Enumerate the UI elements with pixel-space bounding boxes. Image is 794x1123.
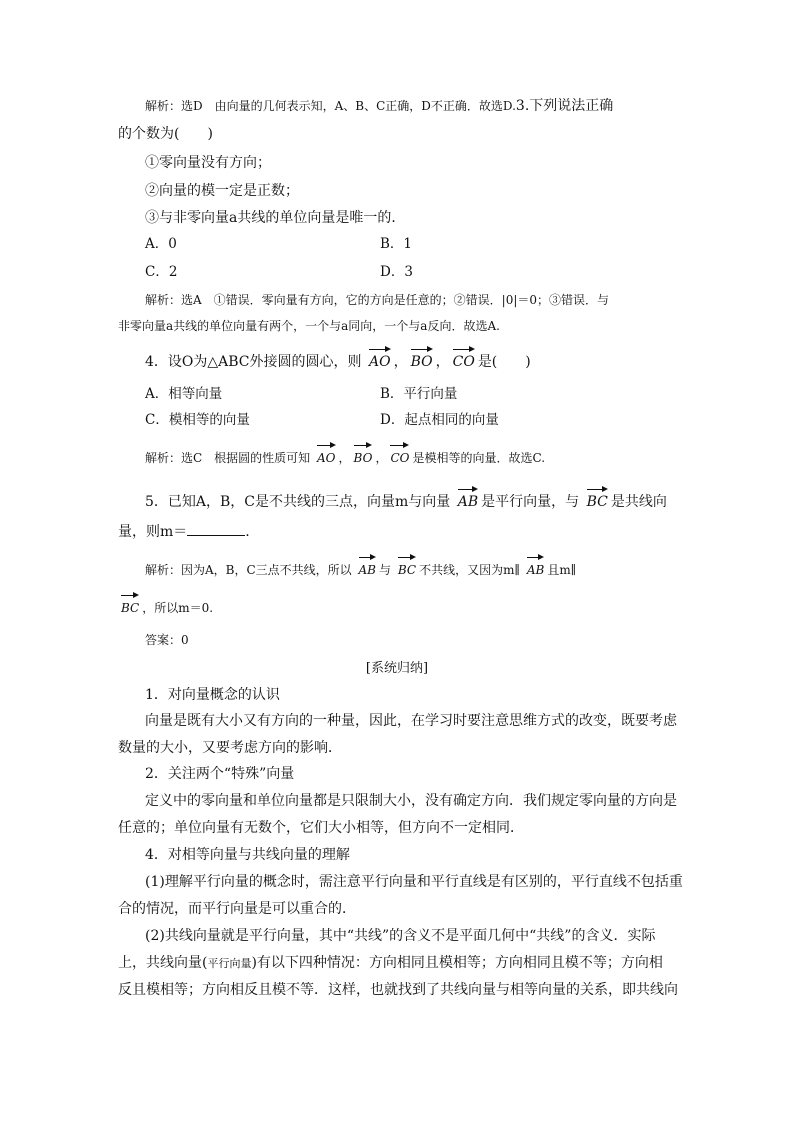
- q5-stem-pre: 5．已知A，B，C是不共线的三点，向量m与向量: [145, 494, 451, 510]
- summary-p4-1-line1: (1)理解平行向量的概念时，需注意平行向量和平行直线是有区别的，平行直线不包括重: [145, 874, 683, 890]
- vector-co-sol: CO: [390, 442, 409, 468]
- q4-stem: 4．设O为△ABC外接圆的圆心，则 AO ， BO ， CO 是( ): [145, 346, 531, 372]
- vector-bo-sol: BO: [354, 442, 373, 468]
- q4-stem-pre: 4．设O为△ABC外接圆的圆心，则: [145, 354, 362, 370]
- q5-stem-post: 是共线向: [610, 494, 667, 510]
- vector-ao: AO: [369, 346, 391, 372]
- q4-solution-pre: 解析：选C 根据圆的性质可知: [145, 451, 311, 465]
- q3-option-a: A．0: [145, 236, 177, 252]
- q2-solution-tail: [145, 96, 613, 116]
- q4-option-d: D．起点相同的向量: [380, 412, 499, 428]
- q2-solution-text: 解析：选D 由向量的几何表示知，A、B、C正确，D不正确．故选D.: [145, 99, 516, 113]
- q3-option-d: D．3: [380, 264, 413, 280]
- q5-solution-line2: BC ，所以m＝0.: [118, 592, 213, 618]
- q3-solution-line2: 非零向量a共线的单位向量有两个，一个与a同向，一个与a反向．故选A.: [118, 319, 500, 333]
- summary-p1-line1: 向量是既有大小又有方向的一种量，因此，在学习时要注意思维方式的改变，既要考虑: [145, 713, 677, 729]
- vector-bc-sol: BC: [398, 554, 416, 580]
- q3-item-1: ①零向量没有方向；: [145, 155, 271, 171]
- vector-bo: BO: [411, 346, 433, 372]
- q4-solution: 解析：选C 根据圆的性质可知 AO ， BO ， CO 是模相等的向量．故选C.: [145, 442, 545, 468]
- summary-p1-title: 1．对向量概念的认识: [145, 687, 280, 703]
- vector-ab-sol: AB: [359, 554, 376, 580]
- vector-co: CO: [453, 346, 475, 372]
- q4-stem-post: 是( ): [477, 354, 531, 370]
- q3-item-3: ③与非零向量a共线的单位向量是唯一的．: [145, 210, 406, 226]
- q3-option-b: B．1: [380, 236, 413, 252]
- q3-item-2: ②向量的模一定是正数；: [145, 183, 299, 199]
- q3-stem-cont: 的个数为( ): [118, 126, 213, 142]
- q4-option-a: A．相等向量: [145, 386, 223, 402]
- q5-solution-line1: 解析：因为A，B，C三点不共线，所以 AB 与 BC 不共线，又因为m∥ AB 且m∥: [145, 554, 576, 580]
- vector-bc-sol-2: BC: [121, 592, 139, 618]
- q4-solution-post: 是模相等的向量．故选C.: [412, 451, 546, 465]
- answer-blank: [187, 521, 245, 536]
- summary-p4-title: 4．对相等向量与共线向量的理解: [145, 847, 350, 863]
- summary-p4-2-line2: 上，共线向量(平行向量)有以下四种情况：方向相同且模相等；方向相同且模不等；方向相: [118, 955, 663, 971]
- vector-ao-sol: AO: [317, 442, 336, 468]
- summary-p4-2-line3: 反且模相等；方向相反且模不等．这样，也就找到了共线向量与相等向量的关系，即共线向: [118, 982, 678, 998]
- q4-option-c: C．模相等的向量: [145, 412, 250, 428]
- summary-heading: [系统归纳]: [365, 661, 429, 676]
- vector-ab: AB: [458, 486, 478, 512]
- summary-p2-line2: 任意的；单位向量有无数个，它们大小相等，但方向不一定相同．: [118, 820, 524, 836]
- q3-solution-line1: 解析：选A ①错误．零向量有方向，它的方向是任意的；②错误．|0|＝0；③错误．与: [145, 293, 610, 307]
- summary-p1-line2: 数量的大小，又要考虑方向的影响．: [118, 740, 342, 756]
- summary-p4-1-line2: 合的情况，而平行向量是可以重合的．: [118, 901, 356, 917]
- q5-stem-line2: 量，则m＝ .: [118, 521, 250, 542]
- q5-answer: 答案：0: [145, 633, 189, 647]
- q5-stem-line1: [145, 486, 667, 512]
- vector-ab-sol-2: AB: [527, 554, 544, 580]
- summary-p4-2-line1: (2)共线向量就是平行向量，其中“共线”的含义不是平面几何中“共线”的含义．实际: [145, 928, 656, 944]
- summary-p2-line1: 定义中的零向量和单位向量都是只限制大小，没有确定方向．我们规定零向量的方向是: [145, 793, 677, 809]
- q5-stem-mid: 是平行向量，与: [481, 494, 580, 510]
- vector-bc: BC: [587, 486, 608, 512]
- q3-stem-start: 3.下列说法正确: [515, 98, 614, 114]
- q3-option-c: C．2: [145, 264, 178, 280]
- q4-option-b: B．平行向量: [380, 386, 458, 402]
- summary-p2-title: 2．关注两个“特殊”向量: [145, 766, 295, 782]
